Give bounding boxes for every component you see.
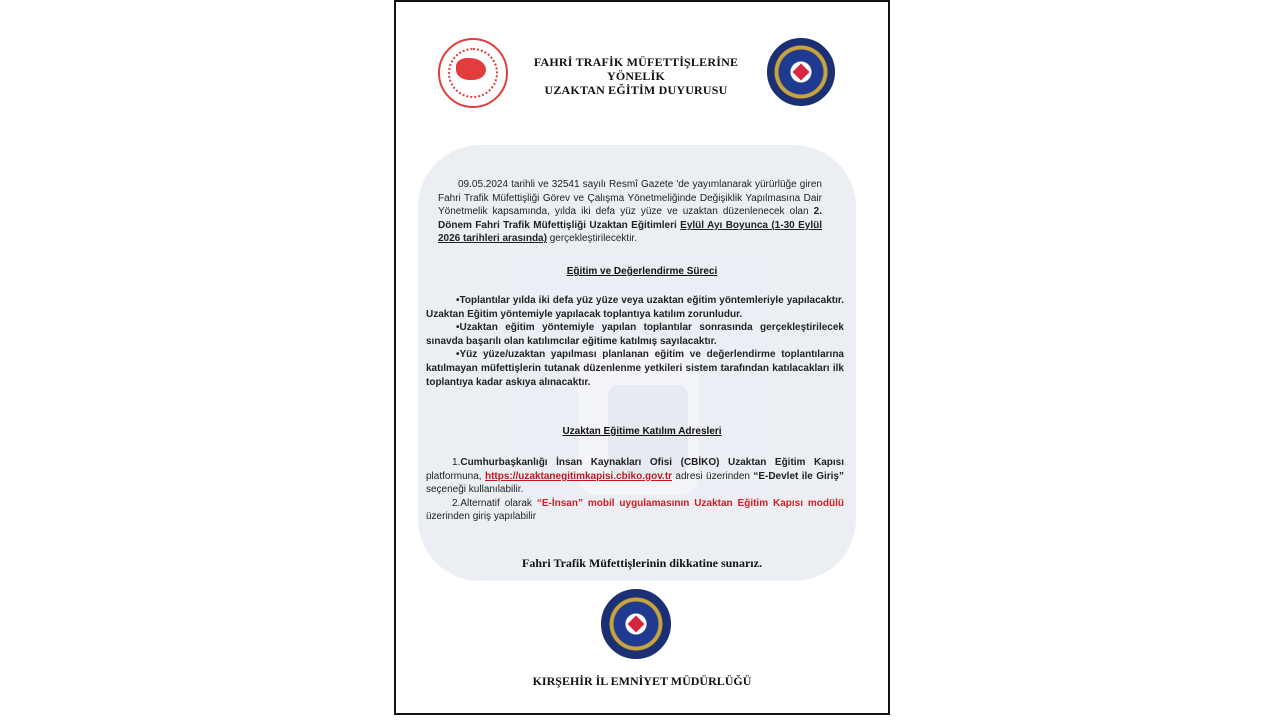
- item-text: üzerinden giriş yapılabilir: [426, 511, 537, 523]
- platform-link[interactable]: https://uzaktanegitimkapisi.cbiko.gov.tr: [484, 470, 673, 482]
- intro-bold-text: 2. Dönem Fahri Trafik Müfettişliği Uzaktan Eğitimleri: [438, 206, 822, 231]
- item-text: platformuna,: [426, 470, 485, 482]
- title-line-3: UZAKTAN EĞİTİM DUYURUSU: [544, 83, 728, 97]
- interior-ministry-seal-icon: [438, 38, 508, 108]
- intro-text: 09.05.2024 tarihli ve 32541 sayılı Resmî Gazete 'de yayımlanarak yürürlüğe giren Fahri Trafik Müfettişliği Görev ve Çalışma Yönetmeliğinde Değişiklik Yapılmasına Dair Yönetmelik kapsamında, yılda iki defa yüz yüze ve uzaktan düzenlenecek olan: [438, 179, 822, 218]
- title-line-2: YÖNELİK: [606, 69, 666, 83]
- intro-date-range: Eylül Ayı Boyunca (1-30 Eylül 2026 tarihleri arasında): [438, 219, 822, 245]
- footer-signature: KIRŞEHİR İL EMNİYET MÜDÜRLÜĞÜ: [532, 674, 752, 688]
- seal-map-shape: [456, 58, 486, 80]
- emblem-star: [628, 616, 645, 633]
- item-text: adresi üzerinden: [672, 470, 754, 482]
- address-item-2: [426, 497, 844, 524]
- item-number: 1.: [452, 457, 461, 468]
- intro-paragraph: [438, 178, 822, 246]
- police-emblem-icon: [767, 38, 835, 106]
- addresses-list: [426, 456, 844, 524]
- intro-end-text: gerçekleştirilecektir.: [546, 233, 637, 245]
- item-text: seçeneği kullanılabilir.: [426, 484, 524, 496]
- login-option: “E-Devlet ile Giriş”: [753, 470, 844, 482]
- title-line-1: FAHRİ TRAFİK MÜFETTİŞLERİNE: [533, 55, 739, 69]
- police-emblem-icon: [601, 589, 671, 659]
- list-item: •Uzaktan eğitim yöntemiyle yapılan toplantılar sonrasında gerçekleştirilecek sınavda başarılı olan katılımcılar eğitime katılmış sayılacaktır.: [426, 322, 844, 347]
- list-item: •Yüz yüze/uzaktan yapılması planlanan eğitim ve değerlendirme toplantılarına katılmayan müfettişlerin tutanak düzenlenme yetkileri sistem tarafından katılacakları ilk toplantıya kadar askıya alınacaktır.: [426, 349, 844, 388]
- closing-statement: Fahri Trafik Müfettişlerinin dikkatine sunarız.: [522, 556, 762, 570]
- process-heading: Eğitim ve Değerlendirme Süreci: [566, 266, 718, 277]
- announcement-page: [394, 0, 890, 715]
- page-title: [516, 55, 756, 97]
- emblem-star: [793, 64, 810, 81]
- item-text: 2.Alternatif olarak: [452, 497, 537, 509]
- platform-name: Cumhurbaşkanlığı İnsan Kaynakları Ofisi (CBİKO) Uzaktan Eğitim Kapısı: [460, 457, 844, 468]
- addresses-heading: Uzaktan Eğitime Katılım Adresleri: [562, 426, 722, 437]
- mobile-app-name: “E-İnsan” mobil uygulamasının Uzaktan Eğitim Kapısı modülü: [536, 497, 844, 509]
- process-list: [426, 294, 844, 389]
- address-item-1: [426, 456, 844, 497]
- list-item: •Toplantılar yılda iki defa yüz yüze veya uzaktan eğitim yöntemleriyle yapılacaktır. Uzaktan Eğitim yöntemiyle yapılacak toplantıya katılım zorunludur.: [426, 295, 844, 320]
